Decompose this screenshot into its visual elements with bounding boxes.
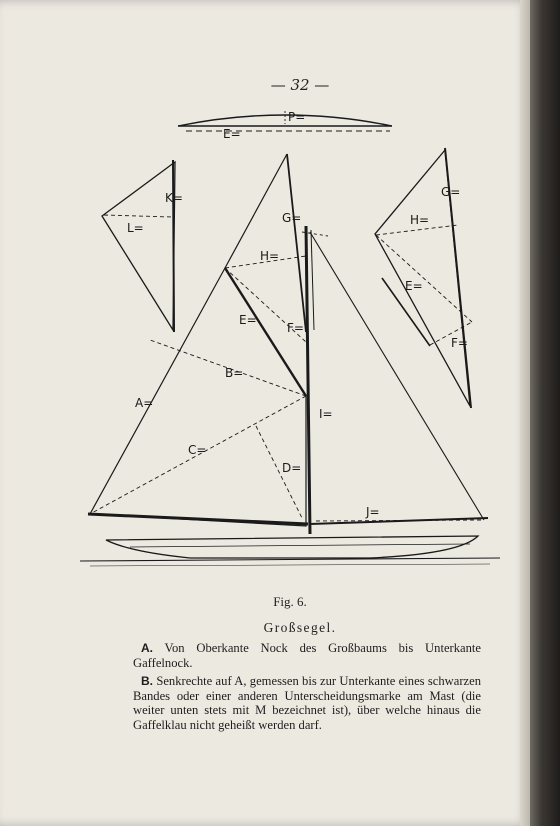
label-i: I= xyxy=(319,407,333,421)
topsail-left xyxy=(102,162,175,330)
label-e-right: E= xyxy=(405,279,423,293)
paragraph-b xyxy=(133,674,481,732)
label-j: J= xyxy=(366,505,380,519)
page-number: — 32 — xyxy=(270,76,330,94)
label-d: D= xyxy=(282,461,302,475)
label-k: K= xyxy=(165,191,183,205)
label-h-right: H= xyxy=(410,213,430,227)
book-spine xyxy=(530,0,560,826)
paragraph-b-key: B. xyxy=(141,674,153,688)
label-e-mid: E= xyxy=(239,313,257,327)
label-p: P= xyxy=(288,110,306,124)
sail-diagram xyxy=(70,100,510,570)
paragraph-a-text: Von Oberkante Nock des Großbaums bis Unterkante Gaffelnock. xyxy=(133,641,482,670)
label-b: B= xyxy=(225,366,244,380)
label-l: L= xyxy=(127,221,144,235)
label-f-right: F= xyxy=(451,336,468,350)
mainsail xyxy=(90,268,306,526)
figure-caption: Fig. 6. xyxy=(273,594,307,609)
section-heading: Großsegel. xyxy=(263,620,337,635)
boom xyxy=(88,514,308,524)
label-h-mid: H= xyxy=(260,249,280,263)
paragraph-a-key: A. xyxy=(141,641,153,655)
label-g-right: G= xyxy=(441,185,461,199)
label-c: C= xyxy=(188,443,207,457)
paragraph-b-text: Senkrechte auf A, gemessen bis zur Unterkante eines schwarzen Bandes oder einer anderen Unterscheidungsmarke am Mast (die weiter unten stets mit M bezeichnet ist), über welche hinaus die Gaffelklau nicht geheißt werden darf. xyxy=(133,674,481,732)
label-e-top: E= xyxy=(223,127,241,141)
label-f-mid: F= xyxy=(287,321,304,335)
label-a: A= xyxy=(135,396,154,410)
paragraph-a xyxy=(133,641,481,670)
label-g-mid: G= xyxy=(282,211,302,225)
